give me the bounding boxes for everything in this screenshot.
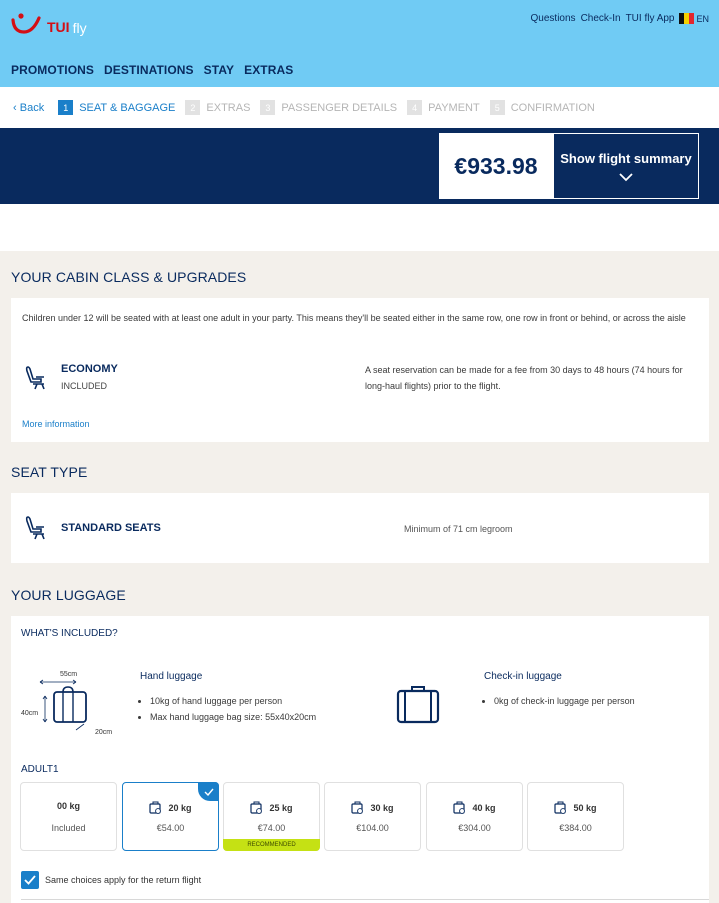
tui-logo[interactable]: [11, 12, 87, 36]
bag-clock-icon: [149, 801, 162, 814]
whats-included-heading: WHAT'S INCLUDED?: [21, 628, 118, 639]
option-weight-row: [528, 801, 623, 814]
recommended-badge: RECOMMENDED: [223, 839, 320, 851]
booking-steps: [0, 87, 719, 128]
questions-link[interactable]: Questions: [530, 13, 576, 24]
step-number: 3: [260, 100, 275, 115]
bag-clock-icon: [351, 801, 364, 814]
step-extras: [185, 100, 250, 115]
seat-card: [11, 493, 709, 563]
logo-text: TUI: [47, 19, 70, 35]
step-number: 1: [58, 100, 73, 115]
checkin-luggage-list: [494, 693, 635, 709]
nav-stay[interactable]: STAY: [203, 63, 235, 77]
luggage-option-25kg[interactable]: [223, 782, 320, 851]
spacer-strip: [0, 204, 719, 251]
class-name: ECONOMY: [61, 363, 118, 375]
step-number: 5: [490, 100, 505, 115]
hand-luggage-title: Hand luggage: [140, 671, 203, 682]
more-information-link[interactable]: More information: [22, 419, 90, 429]
luggage-option-40kg[interactable]: [426, 782, 523, 851]
dimension-height: 40cm: [21, 710, 39, 717]
luggage-option-20kg[interactable]: [122, 782, 219, 851]
option-price: €384.00: [559, 823, 592, 833]
option-weight: 30 kg: [370, 802, 394, 813]
option-weight: 50 kg: [573, 802, 597, 813]
step-label: EXTRAS: [206, 101, 251, 114]
option-price: Included: [51, 823, 86, 833]
seat-section-title: SEAT TYPE: [11, 464, 88, 480]
option-weight-row: [427, 801, 522, 814]
seat-icon: [24, 515, 48, 541]
bag-clock-icon: [250, 801, 263, 814]
nav-extras[interactable]: EXTRAS: [244, 63, 294, 77]
option-weight-row: [224, 801, 319, 814]
bag-clock-icon: [453, 801, 466, 814]
summary-label: Show flight summary: [560, 150, 692, 166]
site-header: [0, 0, 719, 87]
step-label: PAYMENT: [428, 101, 480, 114]
tui-smile-icon: [11, 12, 45, 36]
step-label: SEAT & BAGGAGE: [79, 101, 176, 114]
nav-promotions[interactable]: PROMOTIONS: [11, 63, 95, 77]
option-price: €104.00: [356, 823, 389, 833]
legroom-note: Minimum of 71 cm legroom: [404, 524, 513, 534]
dimension-width: 55cm: [60, 671, 78, 678]
option-weight: 00 kg: [56, 801, 80, 811]
luggage-option-30kg[interactable]: [324, 782, 421, 851]
step-seat-baggage[interactable]: [58, 100, 175, 115]
option-price: €304.00: [458, 823, 491, 833]
bag-clock-icon: [554, 801, 567, 814]
luggage-card: [11, 616, 709, 903]
hand-luggage-dimensions-icon: [36, 678, 96, 732]
step-number: 4: [407, 100, 422, 115]
step-payment: [407, 100, 480, 115]
option-weight: 40 kg: [472, 802, 496, 813]
checkmark-icon: [24, 875, 36, 885]
class-status: INCLUDED: [61, 381, 108, 391]
option-weight-row: [123, 801, 218, 814]
nav-destinations[interactable]: DESTINATIONS: [104, 63, 194, 77]
option-weight-row: [325, 801, 420, 814]
divider: [21, 899, 709, 900]
suitcase-icon: [396, 684, 440, 724]
back-label: Back: [19, 101, 45, 114]
step-label: CONFIRMATION: [510, 101, 595, 114]
list-item: • 10kg of hand luggage per person: [150, 693, 316, 709]
option-weight: 20 kg: [168, 802, 192, 813]
utility-links: [526, 13, 709, 24]
step-passenger-details: [260, 100, 397, 115]
option-weight: 25 kg: [269, 802, 293, 813]
price-bar: [0, 128, 719, 204]
language-selector[interactable]: EN: [696, 13, 709, 24]
checkin-luggage-title: Check-in luggage: [484, 671, 562, 682]
step-confirmation: [490, 100, 595, 115]
show-flight-summary-button[interactable]: [553, 133, 699, 199]
chevron-down-icon: [619, 173, 633, 182]
passenger-label: ADULT1: [21, 764, 59, 775]
step-number: 2: [185, 100, 200, 115]
same-choices-label[interactable]: Same choices apply for the return flight: [45, 875, 202, 885]
back-link[interactable]: ‹ Back: [13, 101, 45, 114]
luggage-option-0kg[interactable]: [20, 782, 117, 851]
option-price: €54.00: [156, 823, 185, 833]
seat-icon: [24, 365, 48, 391]
cabin-card: [11, 298, 709, 442]
total-price: €933.98: [439, 133, 553, 199]
luggage-option-50kg[interactable]: [527, 782, 624, 851]
option-price: €74.00: [257, 823, 286, 833]
luggage-section-title: YOUR LUGGAGE: [11, 587, 126, 603]
reservation-note: A seat reservation can be made for a fee from 30 days to 48 hours (74 hours for long-haul flights) prior to the flight.: [365, 365, 683, 391]
hand-luggage-list: [150, 693, 316, 725]
cabin-section-title: YOUR CABIN CLASS & UPGRADES: [11, 269, 247, 285]
belgium-flag-icon[interactable]: [679, 13, 694, 24]
list-item: • Max hand luggage bag size: 55x40x20cm: [150, 709, 316, 725]
checkin-link[interactable]: Check-In: [580, 13, 621, 24]
step-label: PASSENGER DETAILS: [281, 101, 398, 114]
main-nav: [11, 63, 303, 77]
seat-type-name: STANDARD SEATS: [61, 522, 161, 534]
selected-check-icon: [198, 782, 219, 801]
dimension-depth: 20cm: [95, 729, 113, 736]
logo-subtext: fly: [72, 20, 87, 36]
children-notice: Children under 12 will be seated with at least one adult in your party. This means they'll be seated either in the same row, one row in front or behind, or across the aisle: [22, 313, 686, 323]
list-item: • 0kg of check-in luggage per person: [494, 693, 635, 709]
same-choices-checkbox[interactable]: [21, 871, 39, 889]
app-link[interactable]: TUI fly App: [625, 13, 675, 24]
